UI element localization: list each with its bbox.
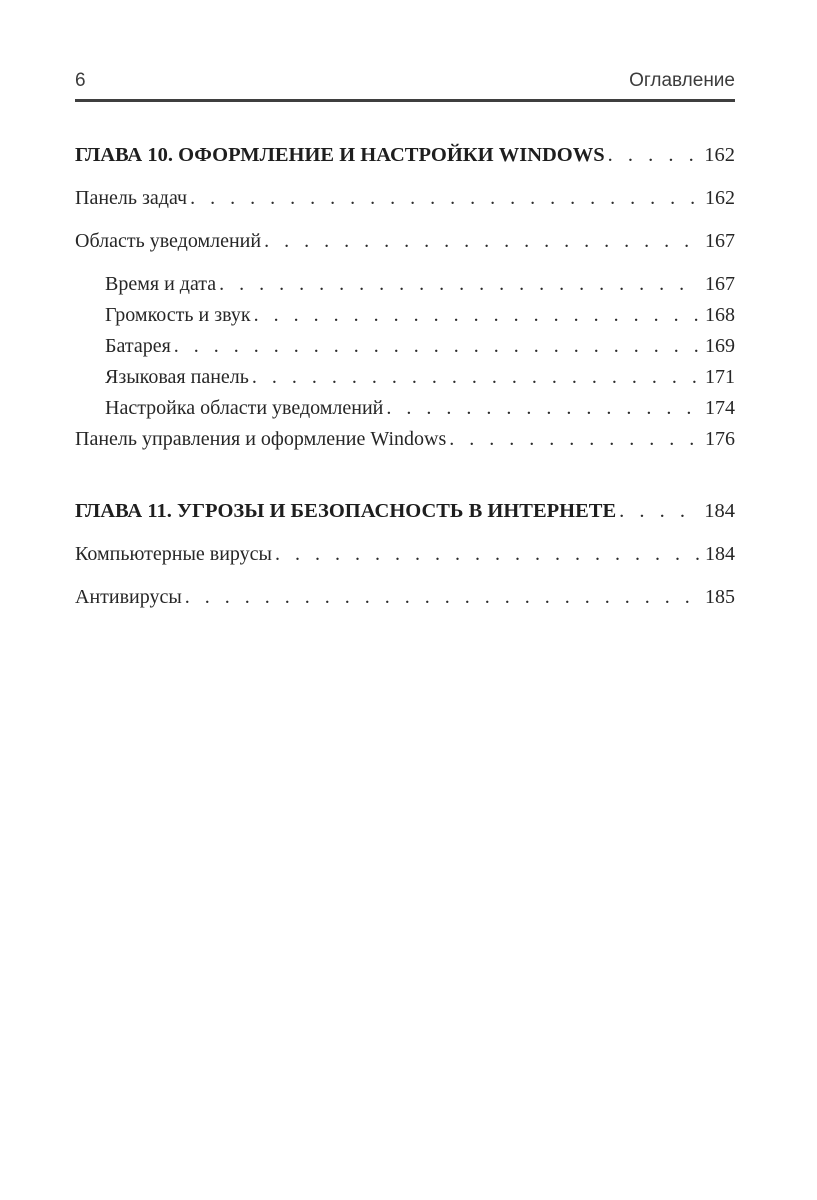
toc-entry-label: Настройка области уведомлений — [105, 397, 384, 419]
dot-leader — [619, 498, 699, 525]
toc-entry-row — [75, 302, 735, 329]
chapter-heading-label: ГЛАВА 11. УГРОЗЫ И БЕЗОПАСНОСТЬ В ИНТЕРНЕТЕ — [75, 500, 617, 522]
toc-entry-label: Языковая панель — [105, 366, 249, 388]
toc-entry-page-number: 167 — [705, 230, 735, 252]
dot-leader — [386, 395, 700, 422]
toc-entry-row — [75, 426, 735, 453]
chapter-page-number: 162 — [704, 144, 735, 166]
toc-entry-label: Область уведомлений — [75, 230, 262, 252]
toc-entry-label: Компьютерные вирусы — [75, 543, 272, 565]
toc-entry-page-number: 171 — [705, 366, 735, 388]
dot-leader — [185, 584, 700, 611]
page-header — [75, 70, 735, 102]
toc-entry-page-number: 176 — [705, 428, 735, 450]
toc-list — [75, 102, 735, 611]
chapter-heading-row — [75, 142, 735, 169]
dot-leader — [252, 364, 700, 391]
dot-leader — [449, 426, 700, 453]
toc-entry-label: Батарея — [105, 335, 171, 357]
page-number: 6 — [75, 70, 86, 91]
toc-entry-row — [75, 541, 735, 568]
dot-leader — [174, 333, 700, 360]
toc-entry-page-number: 162 — [705, 187, 735, 209]
toc-entry-page-number: 169 — [705, 335, 735, 357]
toc-section — [75, 498, 735, 611]
chapter-page-number: 184 — [704, 500, 735, 522]
toc-entry-label: Громкость и звук — [105, 304, 251, 326]
dot-leader — [190, 185, 700, 212]
toc-entry-label: Панель задач — [75, 187, 188, 209]
toc-entry-page-number: 174 — [705, 397, 735, 419]
toc-entry-row — [75, 584, 735, 611]
toc-section — [75, 142, 735, 453]
toc-entry-page-number: 167 — [705, 273, 735, 295]
toc-entry-row — [75, 364, 735, 391]
toc-entry-label: Время и дата — [105, 273, 217, 295]
toc-entry-row — [75, 333, 735, 360]
toc-entry-row — [75, 395, 735, 422]
toc-entry-row — [75, 228, 735, 255]
dot-leader — [275, 541, 700, 568]
toc-entry-page-number: 184 — [705, 543, 735, 565]
toc-entry-label: Антивирусы — [75, 586, 182, 608]
dot-leader — [264, 228, 700, 255]
dot-leader — [608, 142, 700, 169]
dot-leader — [254, 302, 700, 329]
running-header-title: Оглавление — [629, 70, 735, 91]
chapter-heading-row — [75, 498, 735, 525]
toc-entry-label: Панель управления и оформление Windows — [75, 428, 447, 450]
toc-entry-page-number: 185 — [705, 586, 735, 608]
dot-leader — [219, 271, 700, 298]
toc-entry-page-number: 168 — [705, 304, 735, 326]
chapter-heading-label: ГЛАВА 10. ОФОРМЛЕНИЕ И НАСТРОЙКИ WINDOWS — [75, 144, 605, 166]
toc-entry-row — [75, 185, 735, 212]
toc-entry-row — [75, 271, 735, 298]
